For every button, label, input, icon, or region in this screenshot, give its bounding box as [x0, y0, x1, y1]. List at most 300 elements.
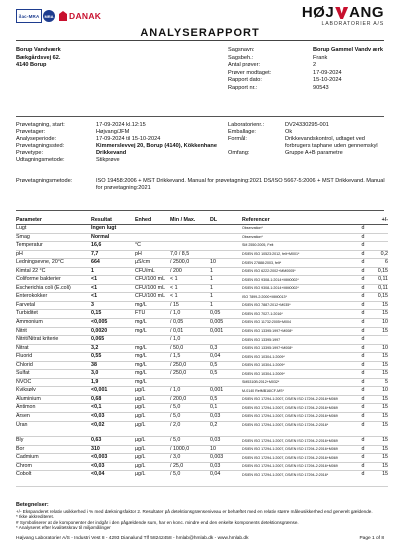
cell-dl: 1 — [210, 293, 213, 300]
cell-minmax: < 1 — [170, 284, 178, 291]
table-row — [16, 285, 388, 294]
cell-unit — [135, 234, 170, 242]
table-row — [16, 362, 388, 371]
cell-d: d — [361, 395, 365, 402]
cell-parameter: Smag — [16, 233, 30, 240]
meta-value: 90543 — [313, 84, 329, 91]
meta-label: Rapport nr.: — [228, 84, 258, 91]
cell-parameter: pH — [16, 250, 23, 257]
footer-page-number: Page 1 of 8 — [359, 536, 384, 541]
sample-value: Drikkevand — [96, 150, 127, 157]
lab-value: Ok — [285, 129, 293, 136]
meta-row — [228, 47, 388, 55]
cell-minmax: / 3,0 — [170, 454, 181, 461]
cell-d: d — [361, 233, 365, 240]
table-row — [16, 353, 388, 362]
legend-notes — [16, 503, 388, 531]
danak-logo-text: DANAK — [69, 11, 102, 21]
cell-parameter: Nitrit/Nitrat kriterie — [16, 336, 59, 343]
table-row — [16, 422, 388, 438]
cell-unit: µg/L — [135, 404, 146, 411]
cell-result: 0,63 — [91, 437, 102, 444]
cell-unit: °C — [135, 242, 141, 249]
cell-parameter: Enterokokker — [16, 293, 48, 300]
cell-uncertainty: 5 — [385, 378, 388, 385]
cell-result: 1 — [91, 267, 94, 274]
table-row — [16, 379, 388, 388]
footer-address: Højvang Laboratorier A/S - Industri Vest 8 - 4293 Dianalund Tlf 58242458 - hmlab@hmlab.dk - www.hmlab.dk — [16, 536, 249, 541]
cell-reference: DS/EN ISO 11732:2005+M004 — [242, 320, 291, 325]
cell-result: 0,68 — [91, 395, 102, 402]
cell-minmax — [170, 379, 210, 387]
table-row — [16, 251, 388, 260]
cell-result: <1 — [91, 276, 98, 283]
cell-minmax: / 25,0 — [170, 462, 184, 469]
meta-row — [228, 55, 388, 63]
lab-value: DV24330295-001 — [285, 122, 329, 128]
cell-minmax: / 200,0 — [170, 395, 187, 402]
cell-result: 38 — [91, 361, 97, 368]
cell-dl: 0,2 — [210, 421, 218, 428]
cell-reference: DS/EN ISO 17294-1:2007, DS/EN ISO 17294-2:2016+M069 — [242, 447, 338, 452]
cell-result: 310 — [91, 445, 100, 452]
sample-row — [16, 136, 221, 143]
cell-minmax — [170, 242, 210, 250]
cell-uncertainty: 15 — [382, 310, 388, 317]
cell-dl: 0,003 — [210, 454, 224, 461]
cell-result: <0,02 — [91, 421, 105, 428]
note-line: +/- Ekspanderet relativ usikkerhed i % med dækningsfaktor 2. Resultater på detektionsgrænseniveau er behæftet med en relativ større måleusikkerhed end generelt gældende. — [16, 508, 373, 514]
cell-unit: µg/L — [135, 454, 146, 461]
report-title: ANALYSERAPPORT — [140, 27, 260, 39]
table-row — [16, 387, 388, 396]
cell-d: d — [361, 462, 365, 469]
cell-d: d — [361, 454, 365, 461]
cell-minmax: / 2500,0 — [170, 259, 190, 266]
cell-uncertainty — [370, 242, 388, 250]
cell-minmax — [170, 225, 210, 233]
cell-uncertainty: 0,2 — [380, 250, 388, 257]
meta-value: Frank — [313, 54, 328, 61]
cell-uncertainty: 0,15 — [377, 293, 388, 300]
ilac-logo — [16, 9, 42, 23]
cell-reference: DS/EN ISO 7027-1:2016* — [242, 311, 283, 316]
lab-label: Laboratorienr.: — [228, 122, 265, 128]
lab-label: Omfang: — [228, 150, 250, 157]
cell-d: d — [361, 370, 365, 377]
cell-d: d — [361, 319, 365, 326]
cell-unit — [135, 225, 170, 233]
table-header — [16, 216, 388, 225]
cell-dl — [210, 379, 242, 387]
cell-dl: 0,001 — [210, 327, 224, 334]
cell-unit: µg/L — [135, 421, 146, 428]
header-minmax: Min / Max. — [170, 217, 196, 223]
cell-uncertainty: 10 — [382, 344, 388, 351]
hojvang-subtitle: LABORATORIER A/S — [321, 21, 384, 27]
table-row — [16, 302, 388, 311]
meta-label: Rapport dato: — [228, 77, 262, 84]
sampling-methods — [16, 178, 388, 192]
meta-value: 2 — [313, 62, 317, 69]
cell-parameter: Coliforme bakterier — [16, 276, 61, 283]
cell-reference: M-0140 RefMB16ICF-MS* — [242, 388, 284, 393]
cell-uncertainty: 15 — [382, 404, 388, 411]
cell-unit: CFU/100 mL — [135, 276, 166, 283]
cell-unit: CFU/mL — [135, 267, 155, 274]
cell-parameter: Sulfat — [16, 370, 30, 377]
lab-info — [228, 122, 388, 157]
cell-reference: DS/EN ISO 17294-1:2007, DS/EN ISO 17294-2:2016+M069 — [242, 397, 338, 402]
cell-parameter: Ledningsevne, 20°C — [16, 259, 64, 266]
cell-reference: DS/EN ISO 9308-1:2014+MM0002* — [242, 286, 299, 291]
cell-d: d — [361, 387, 365, 394]
cell-result: 1,9 — [91, 378, 99, 385]
cell-result: <0,001 — [91, 387, 108, 394]
table-row — [16, 268, 388, 277]
meta-row — [228, 70, 388, 78]
table-row — [16, 234, 388, 243]
hojvang-wordmark-left: HØJ — [301, 4, 335, 21]
sample-label: Analyseperiode: — [16, 136, 57, 143]
cell-dl: 10 — [210, 445, 216, 452]
cell-dl: 0,04 — [210, 353, 221, 360]
table-row — [16, 242, 388, 251]
table-row — [16, 413, 388, 422]
cell-unit: µg/L — [135, 413, 146, 420]
cell-minmax: / 5,0 — [170, 437, 181, 444]
notes-title: Betegnelser: — [16, 502, 49, 508]
meta-value: Borup Gammel Vandv ærk — [313, 47, 383, 53]
cell-d: d — [361, 267, 365, 274]
section-divider — [16, 210, 384, 211]
cell-dl — [210, 234, 242, 242]
header-unit: Enhed — [135, 217, 152, 223]
cell-unit: pH — [135, 250, 142, 257]
cell-d: d — [361, 361, 365, 368]
cell-uncertainty: 15 — [382, 462, 388, 469]
mra-logo — [43, 10, 55, 22]
cell-uncertainty: 10 — [382, 319, 388, 326]
cell-reference: DS/EN ISO 7887:2012+M035* — [242, 303, 291, 308]
cell-result: 3,2 — [91, 344, 99, 351]
cell-result: <0,03 — [91, 413, 105, 420]
cell-dl — [210, 336, 242, 344]
cell-dl: 0,001 — [210, 387, 224, 394]
cell-dl: 0,05 — [210, 310, 221, 317]
table-row — [16, 345, 388, 354]
lab-row — [228, 136, 388, 150]
meta-value: 15-10-2024 — [313, 77, 342, 84]
cell-unit: µg/L — [135, 395, 146, 402]
table-row — [16, 446, 388, 455]
cell-reference: DS/EN ISO 10523:2012, felt+M001* — [242, 252, 300, 257]
cell-result: 3 — [91, 301, 94, 308]
cell-minmax: / 50,0 — [170, 344, 184, 351]
cell-minmax: / 15 — [170, 301, 179, 308]
cell-d: d — [361, 437, 365, 444]
cell-unit: µg/L — [135, 471, 146, 478]
cell-reference: SM5310B:2012+M032* — [242, 380, 280, 385]
hojvang-wordmark — [302, 6, 384, 20]
meta-row — [228, 85, 388, 93]
table-row — [16, 437, 388, 446]
cell-uncertainty: 15 — [382, 421, 388, 428]
cell-unit: µg/L — [135, 437, 146, 444]
cell-result: 0,55 — [91, 353, 102, 360]
mra-logo-text: MRA — [44, 13, 54, 19]
cell-unit: mg/L — [135, 344, 147, 351]
cell-minmax: / 1,5 — [170, 353, 181, 360]
cell-result: 664 — [91, 259, 100, 266]
page-footer — [16, 536, 384, 541]
sample-info — [16, 122, 221, 165]
cell-dl — [210, 251, 242, 259]
table-row — [16, 293, 388, 302]
cell-dl: 1 — [210, 276, 213, 283]
meta-label: Sagsnavn: — [228, 47, 255, 53]
hojvang-wordmark-right: ANG — [349, 4, 384, 21]
cell-uncertainty — [370, 234, 388, 242]
cell-dl: 0,5 — [210, 361, 218, 368]
cell-unit — [135, 336, 170, 344]
table-row — [16, 310, 388, 319]
cell-reference: DS/EN ISO 10304-1:2009* — [242, 354, 285, 359]
note-line: * Analyseret efter kvalitetskrav til miljømålinger — [16, 525, 111, 531]
cell-dl: 0,03 — [210, 462, 221, 469]
cell-reference: DS/EN ISO 13395:1997+M008* — [242, 328, 293, 333]
cell-parameter: Lugt — [16, 225, 27, 231]
cell-unit: µg/L — [135, 462, 146, 469]
cell-unit: CFU/100 mL — [135, 284, 166, 291]
cell-uncertainty: 15 — [382, 471, 388, 478]
table-row — [16, 370, 388, 379]
sample-label: Udtagningsmetode: — [16, 157, 65, 164]
cell-minmax: / 250,0 — [170, 361, 187, 368]
cell-result: <0,003 — [91, 454, 108, 461]
sample-label: Prøvetype: — [16, 150, 44, 157]
cell-d: d — [361, 310, 365, 317]
cell-result: 16,6 — [91, 242, 102, 249]
cell-reference: DS/EN ISO 17294-1:2007, DS/EN ISO 17294-2:2016* — [242, 472, 329, 477]
cell-d: d — [361, 378, 365, 385]
cell-dl: 1 — [210, 284, 213, 291]
cell-reference: Observation* — [242, 226, 263, 231]
cell-result: 0,15 — [91, 310, 102, 317]
lab-value: Gruppe A+B parametre — [285, 150, 343, 157]
table-row — [16, 471, 388, 487]
meta-row — [228, 77, 388, 85]
section-divider — [16, 116, 384, 117]
cell-parameter: Cadmium — [16, 454, 39, 461]
cell-reference: DS/EN 27888:2003, felt* — [242, 260, 282, 265]
cell-minmax: < 1 — [170, 293, 178, 300]
table-row — [16, 276, 388, 285]
cell-result: <1 — [91, 293, 98, 300]
table-body — [16, 225, 388, 487]
cell-reference: DS/EN ISO 17294-1:2007, DS/EN ISO 17294-2:2016+M069 — [242, 455, 338, 460]
cell-uncertainty: 15 — [382, 413, 388, 420]
cell-unit: mg/L — [135, 319, 147, 326]
cell-dl: 0,04 — [210, 471, 221, 478]
cell-parameter: Cobolt — [16, 471, 32, 478]
cell-dl: 0,3 — [210, 344, 218, 351]
sample-row — [16, 122, 221, 129]
cell-parameter: Kviksølv — [16, 387, 36, 394]
cell-uncertainty: 15 — [382, 454, 388, 461]
sample-value: Kimmerslevvej 20, Borup (4140), Kökkenhane — [96, 143, 217, 150]
cell-parameter: Chrom — [16, 462, 32, 469]
sample-label: Prøvetager: — [16, 129, 46, 136]
hojvang-v-icon — [335, 7, 348, 19]
lab-row — [228, 150, 388, 157]
header-d — [356, 216, 370, 224]
lab-row — [228, 129, 388, 136]
cell-unit: mg/L — [135, 370, 147, 377]
cell-result: <0,03 — [91, 462, 105, 469]
cell-parameter: Temperatur — [16, 242, 43, 249]
customer-address — [16, 47, 61, 70]
sampling-method-label: Prøvetagningsmetode: — [16, 178, 73, 184]
cell-minmax: / 0,01 — [170, 327, 184, 334]
cell-result: <1 — [91, 284, 98, 291]
note-line: # Symboliserer at de komponenter der indgår i den pågældende sum, har en konc. mindre end den enkelte komponents detektionsgrænse. — [16, 519, 299, 525]
cell-reference: DS/EN ISO 10304-1:2009* — [242, 371, 285, 376]
sample-row — [16, 129, 221, 136]
cell-uncertainty — [370, 336, 388, 344]
customer-street: Bækgårdsvej 62. — [16, 54, 61, 61]
cell-parameter: Uran — [16, 421, 28, 428]
cell-unit: mg/L — [135, 378, 147, 385]
table-row — [16, 463, 388, 472]
cell-parameter: Arsen — [16, 413, 30, 420]
cell-parameter: Fluorid — [16, 353, 33, 360]
customer-name: Borup Vandværk — [16, 47, 61, 53]
cell-reference: Observation* — [242, 234, 263, 239]
cell-minmax: / 2,0 — [170, 421, 181, 428]
cell-reference: DS/EN ISO 10304-1:2009* — [242, 363, 285, 368]
title-divider — [16, 40, 384, 41]
cell-uncertainty: 15 — [382, 301, 388, 308]
table-row — [16, 404, 388, 413]
cell-uncertainty: 15 — [382, 445, 388, 452]
cell-dl: 0,5 — [210, 395, 218, 402]
cell-dl: 0,005 — [210, 319, 224, 326]
cell-unit: µg/L — [135, 445, 146, 452]
cell-minmax: / 1,0 — [170, 336, 181, 343]
cell-uncertainty: 6 — [385, 259, 388, 266]
customer-city: 4140 Borup — [16, 62, 47, 69]
cell-d: d — [361, 353, 365, 360]
cell-d: d — [361, 471, 365, 478]
cell-uncertainty: 15 — [382, 437, 388, 444]
cell-unit: CFU/100 mL — [135, 293, 166, 300]
cell-result: <0,1 — [91, 404, 102, 411]
cell-minmax — [170, 234, 210, 242]
cell-d: d — [361, 445, 365, 452]
cell-result: 3,0 — [91, 370, 99, 377]
header-result: Resultat — [91, 217, 112, 223]
cell-unit: µg/L — [135, 387, 146, 394]
cell-d: d — [361, 293, 365, 300]
results-table — [16, 216, 388, 487]
cell-dl: 0,03 — [210, 437, 221, 444]
cell-reference: DS/EN ISO 17294-1:2007, DS/EN ISO 17294-2:2016+M069 — [242, 438, 338, 443]
case-meta — [228, 47, 388, 93]
cell-minmax: 7,0 / 8,5 — [170, 250, 190, 257]
cell-dl — [210, 242, 242, 250]
cell-d: d — [361, 413, 365, 420]
meta-label: Sagsbeh.: — [228, 54, 254, 61]
cell-minmax: / 5,0 — [170, 404, 181, 411]
cell-parameter: Antimon — [16, 404, 36, 411]
cell-result: 0,0020 — [91, 327, 108, 334]
cell-minmax: / 250,0 — [170, 370, 187, 377]
cell-unit: mg/L — [135, 301, 147, 308]
cell-dl: 0,1 — [210, 404, 218, 411]
sample-row — [16, 143, 221, 150]
cell-result: Normal — [91, 233, 110, 240]
cell-reference: DS/EN ISO 9308-1:2014+MM0002* — [242, 277, 299, 282]
cell-minmax: / 5,0 — [170, 413, 181, 420]
cell-minmax: / 1000,0 — [170, 445, 190, 452]
sample-row — [16, 157, 221, 164]
lab-label: Emballage: — [228, 129, 256, 136]
meta-label: Antal prøver: — [228, 62, 261, 69]
note-line: * Ikke akkrediteret. — [16, 514, 55, 520]
sample-value: Stikprøve — [96, 157, 120, 164]
cell-uncertainty — [370, 225, 388, 233]
table-row — [16, 319, 388, 328]
cell-minmax: / 200 — [170, 267, 182, 274]
accreditation-logos — [16, 8, 101, 24]
cell-uncertainty: 0,11 — [378, 284, 388, 291]
cell-reference: SM 2550:2005, Felt — [242, 243, 274, 248]
cell-reference: DS/EN ISO 13395:1997+M008* — [242, 346, 293, 351]
cell-uncertainty: 15 — [382, 361, 388, 368]
meta-label: Prøver modtaget: — [228, 69, 272, 76]
cell-d: d — [361, 336, 365, 343]
notes-lines — [16, 509, 388, 531]
cell-dl: 1 — [210, 301, 213, 308]
cell-d: d — [361, 242, 365, 249]
cell-d: d — [361, 327, 365, 334]
cell-parameter: Nitrit — [16, 327, 27, 334]
cell-parameter: Kimtal 22 °C — [16, 267, 46, 274]
cell-parameter: Aluminium — [16, 395, 41, 402]
cell-unit: mg/L — [135, 353, 147, 360]
cell-result: <0,005 — [91, 319, 108, 326]
cell-parameter: Chlorid — [16, 361, 33, 368]
cell-d: d — [361, 259, 365, 266]
cell-result: Ingen lugt — [91, 225, 117, 231]
cell-uncertainty: 15 — [382, 327, 388, 334]
header-references: Referencer — [242, 217, 270, 223]
sample-value: Højvang/JFM — [96, 129, 130, 136]
danak-crown-icon — [59, 11, 67, 21]
cell-minmax: / 0,05 — [170, 319, 184, 326]
danak-logo — [59, 11, 101, 21]
sample-value: 17-09-2024 kl.12:15 — [96, 122, 146, 128]
header-parameter: Parameter — [16, 217, 42, 223]
cell-uncertainty: 10 — [382, 387, 388, 394]
cell-d: d — [361, 250, 365, 257]
cell-reference: DS/EN ISO 6222:2002+MM0005* — [242, 269, 296, 274]
cell-parameter: Farvetal — [16, 301, 36, 308]
cell-d: d — [361, 225, 365, 231]
sample-row — [16, 150, 221, 157]
cell-uncertainty: 15 — [382, 395, 388, 402]
